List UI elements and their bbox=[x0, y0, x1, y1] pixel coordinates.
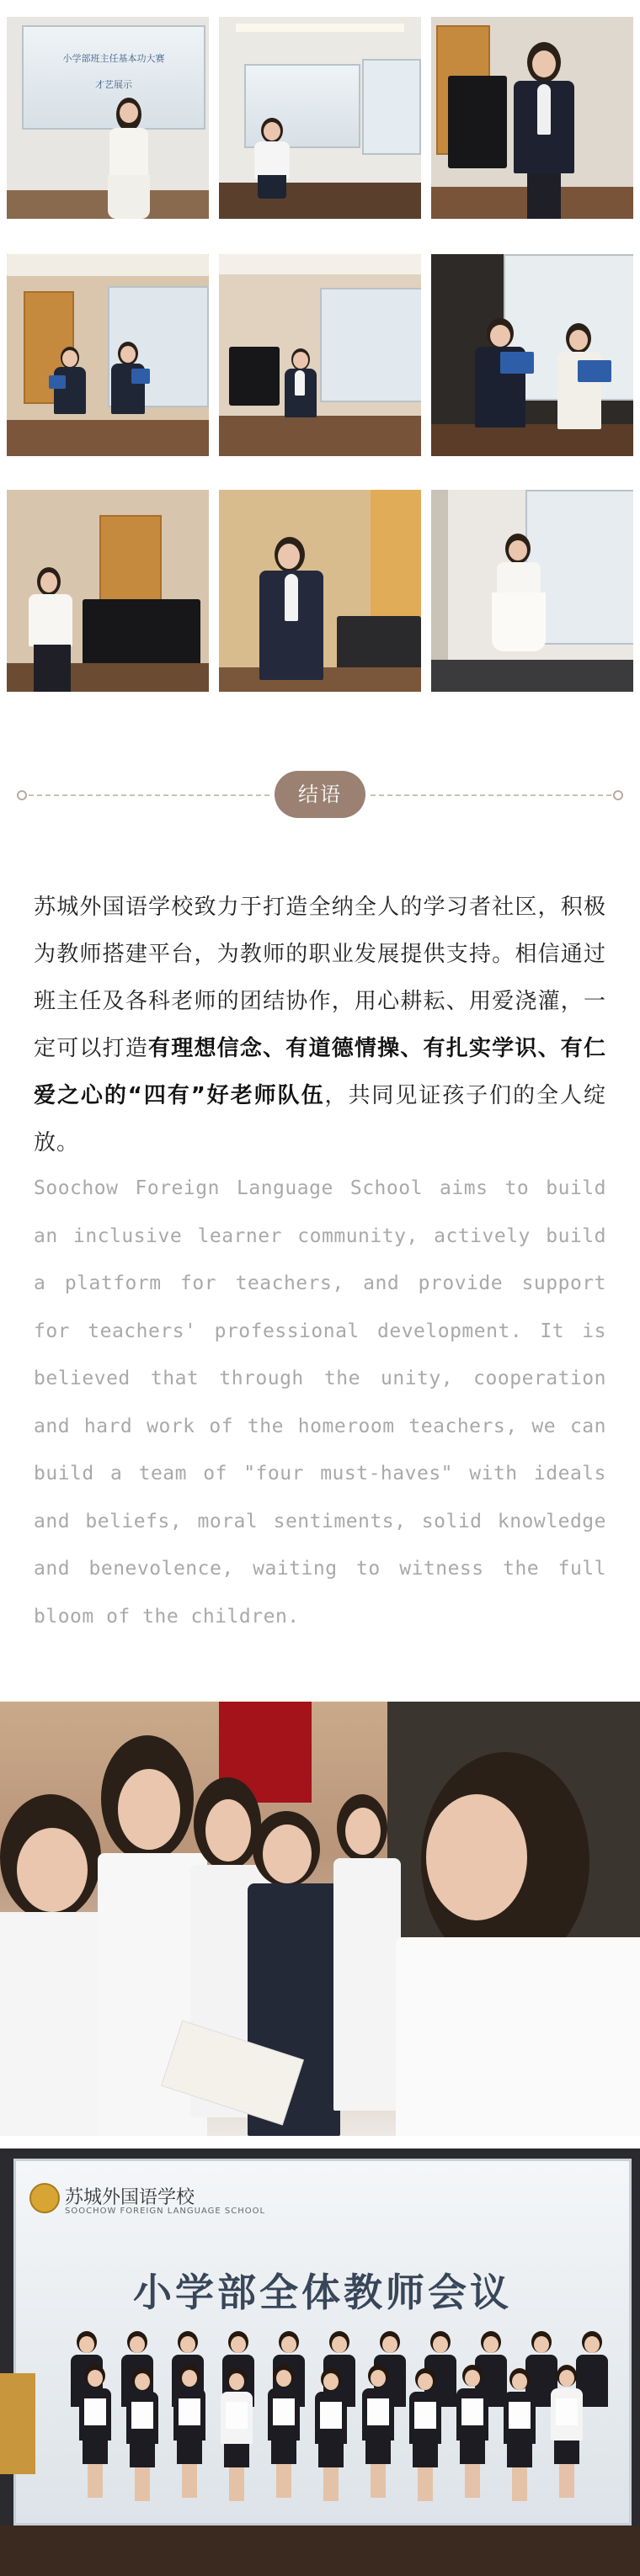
school-logo-icon bbox=[29, 2183, 60, 2213]
divider-right-line bbox=[371, 794, 611, 796]
divider-left-line bbox=[29, 794, 269, 796]
photo-speaker-microphone bbox=[219, 490, 421, 692]
screen-school-name-en: SOOCHOW FOREIGN LANGUAGE SCHOOL bbox=[65, 2207, 266, 2216]
meeting-title: 小学部全体教师会议 bbox=[133, 2270, 512, 2315]
screen-caption-2: 才艺展示 bbox=[95, 79, 132, 91]
photo-two-presenters bbox=[7, 254, 209, 456]
closing-paragraph-english: Soochow Foreign Language School aims to build an inclusive learner community, actively build a platform for teachers, and provide support for teachers' professional development. It is believed that through the unity, cooperation and hard work of the homeroom teachers, we can build a team of "four must-haves" with ideals and beliefs, moral sentiments, solid knowledge and benevolence, waiting to witness the full bloom of the children. bbox=[34, 1177, 606, 1628]
photo-single-presenter bbox=[219, 254, 421, 456]
podium bbox=[0, 2373, 35, 2474]
photo-singer-white-dress bbox=[431, 490, 633, 692]
section-divider bbox=[17, 771, 623, 821]
closing-cn-part1: 苏城外国语学校致力于打造全纳全人的学习者社区，积极为教师搭建平台，为教师的职业发展提供支持。相信通过班主任及各科老师的团结协作，用心耕耘、用爱浇灌，一定可以打造 bbox=[34, 895, 606, 1061]
closing-paragraph-chinese bbox=[34, 884, 606, 1166]
photo-violinist bbox=[219, 17, 421, 219]
closing-cn-bold: 有理想信念、有道德情操、有扎实学识、有仁爱之心的“四有”好老师队伍 bbox=[34, 1036, 606, 1108]
photo-teachers-group bbox=[0, 1702, 640, 2136]
screen-school-name: 苏城外国语学校 bbox=[65, 2187, 195, 2208]
section-title-pill: 结语 bbox=[275, 771, 365, 818]
closing-cn-part2: ，共同见证孩子们的全人绽放。 bbox=[34, 1083, 606, 1155]
staff-front-row bbox=[76, 2365, 615, 2567]
photo-presenter-with-screen bbox=[7, 17, 209, 219]
photo-duet-presenters bbox=[431, 254, 633, 456]
photo-speaker-piano bbox=[431, 17, 633, 219]
divider-right-dot bbox=[613, 790, 623, 800]
photo-pianist bbox=[7, 490, 209, 692]
screen-caption: 小学部班主任基本功大赛 bbox=[62, 53, 165, 65]
divider-left-dot bbox=[17, 790, 27, 800]
